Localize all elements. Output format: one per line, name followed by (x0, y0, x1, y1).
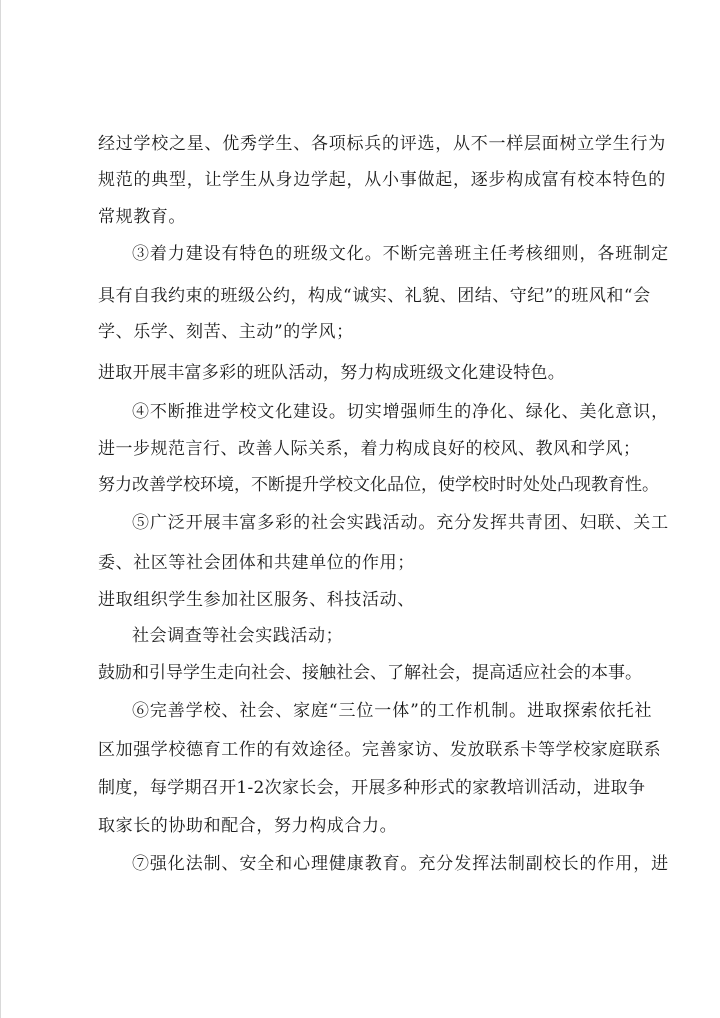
text-line-18: 制度，每学期召开1-2次家长会，开展多种形式的家教培训活动，进取争 (98, 778, 646, 798)
text-line-20: ⑦强化法制、安全和心理健康教育。充分发挥法制副校长的作用，进 (132, 854, 669, 874)
text-line-3: 常规教育。 (98, 207, 186, 227)
text-line-5: 具有自我约束的班级公约，构成“诚实、礼貌、团结、守纪”的班风和“会 (98, 286, 651, 306)
text-line-16: ⑥完善学校、社会、家庭“三位一体”的工作机制。进取探索依托社 (132, 701, 653, 721)
text-line-4: ③着力建设有特色的班级文化。不断完善班主任考核细则，各班制定 (132, 244, 669, 264)
text-line-6: 学、乐学、刻苦、主动”的学风； (98, 322, 354, 342)
text-line-15: 鼓励和引导学生走向社会、接触社会、了解社会，提高适应社会的本事。 (98, 663, 642, 683)
text-line-17: 区加强学校德育工作的有效途径。完善家访、发放联系卡等学校家庭联系 (98, 740, 662, 760)
text-line-1: 经过学校之星、优秀学生、各项标兵的评选，从不一样层面树立学生行为 (98, 134, 666, 154)
text-line-14: 社会调查等社会实践活动； (132, 626, 344, 646)
text-line-8: ④不断推进学校文化建设。切实增强师生的净化、绿化、美化意识， (132, 402, 669, 422)
text-line-12: 委、社区等社会团体和共建单位的作用； (98, 553, 415, 573)
text-line-2: 规范的典型，让学生从身边学起，从小事做起，逐步构成富有校本特色的 (98, 170, 666, 190)
text-line-10: 努力改善学校环境，不断提升学校文化品位，使学校时时处处凸现教育性。 (98, 475, 659, 495)
text-line-11: ⑤广泛开展丰富多彩的社会实践活动。充分发挥共青团、妇联、关工 (132, 513, 669, 533)
text-line-19: 取家长的协助和配合，努力构成合力。 (98, 816, 398, 836)
text-line-13: 进取组织学生参加社区服务、科技活动、 (98, 590, 415, 610)
text-line-7: 进取开展丰富多彩的班队活动，努力构成班级文化建设特色。 (98, 363, 566, 383)
text-line-9: 进一步规范言行、改善人际关系，着力构成良好的校风、教风和学风； (98, 439, 641, 459)
